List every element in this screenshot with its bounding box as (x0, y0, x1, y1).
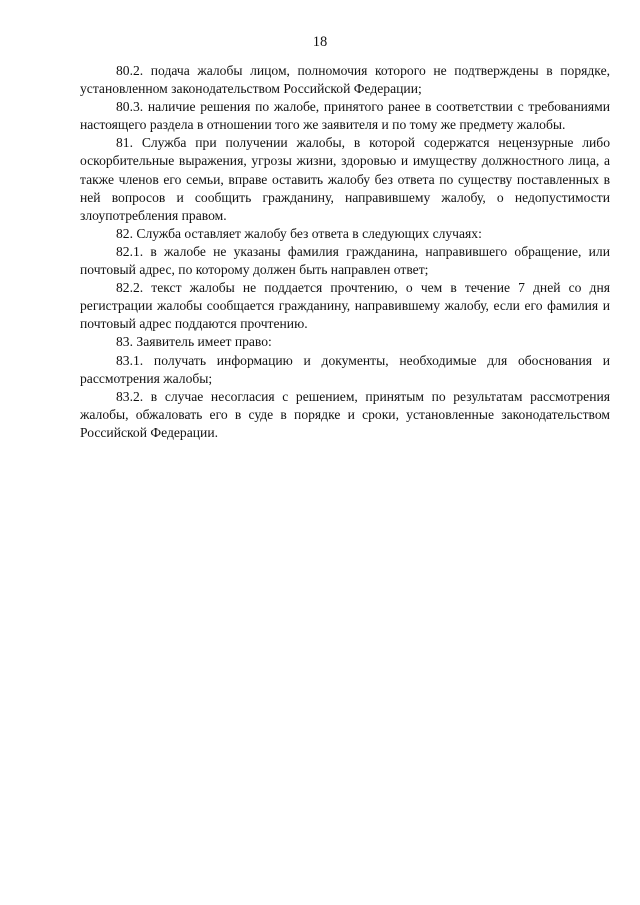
paragraph-80-3: 80.3. наличие решения по жалобе, принятого ранее в соответствии с требованиями настоящего раздела в отношении того же заявителя и по тому же предмету жалобы. (80, 99, 610, 133)
paragraph-81: 81. Служба при получении жалобы, в которой содержатся нецензурные либо оскорбительные выражения, угрозы жизни, здоровью и имуществу должностного лица, а также членов его семьи, вправе оставить жалобу без ответа по существу поставленных в ней вопросов и сообщить гражданину, направившему жалобу, о недопустимости злоупотребления правом. (80, 135, 610, 223)
paragraph-82: 82. Служба оставляет жалобу без ответа в следующих случаях: (116, 225, 482, 241)
document-body (80, 62, 610, 442)
paragraph-83: 83. Заявитель имеет право: (116, 334, 272, 350)
paragraph-83-1: 83.1. получать информацию и документы, необходимые для обоснования и рассмотрения жалобы; (80, 352, 610, 386)
paragraph-80-2: 80.2. подача жалобы лицом, полномочия которого не подтверждены в порядке, установленном законодательством Российской Федерации; (80, 63, 610, 97)
paragraph-82-2: 82.2. текст жалобы не поддается прочтению, о чем в течение 7 дней со дня регистрации жалобы сообщается гражданину, направившему жалобу, если его фамилия и почтовый адрес поддаются прочтению. (80, 280, 610, 332)
paragraph-83-2: 83.2. в случае несогласия с решением, принятым по результатам рассмотрения жалобы, обжаловать его в суде в порядке и сроки, установленные законодательством Российской Федерации. (80, 388, 610, 440)
page-number: 18 (312, 34, 328, 50)
paragraph-82-1: 82.1. в жалобе не указаны фамилия гражданина, направившего обращение, или почтовый адрес, по которому должен быть направлен ответ; (80, 243, 610, 278)
